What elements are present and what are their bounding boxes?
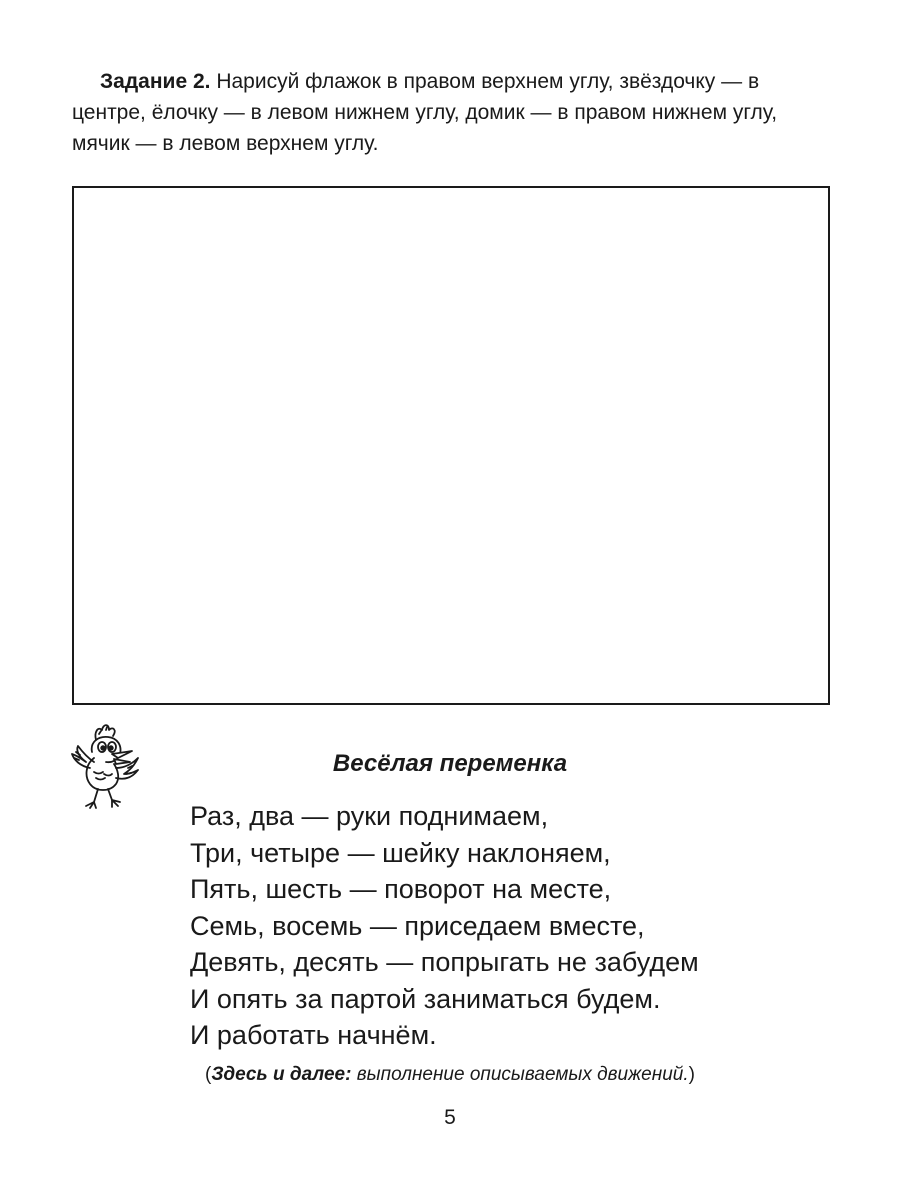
task-instruction — [72, 66, 832, 159]
poem — [190, 798, 699, 1054]
poem-line: И опять за партой заниматься будем. — [190, 983, 661, 1014]
poem-line: Раз, два — руки поднимаем, — [190, 801, 549, 831]
note-close-paren: ) — [688, 1064, 695, 1085]
poem-line: Девять, десять — попрыгать не забудем — [190, 947, 699, 977]
poem-line: И работать начнём. — [190, 1020, 437, 1050]
poem-line: Семь, восемь — приседаем вместе, — [190, 910, 645, 941]
poem-line: Пять, шесть — поворот на месте, — [190, 874, 612, 904]
task-text: Нарисуй флажок в правом верхнем углу, звёздочку — в центре, ёлочку — в левом нижнем углу, домик — в правом нижнем углу, мячик — в левом верхнем углу. — [72, 70, 778, 155]
movement-note — [0, 1064, 900, 1086]
drawing-area — [72, 186, 830, 705]
note-open-paren: ( — [205, 1064, 212, 1085]
note-text: выполнение описываемых движений. — [351, 1064, 689, 1085]
page-number: 5 — [444, 1106, 456, 1129]
note-label: Здесь и далее: — [211, 1064, 352, 1085]
poem-line: Три, четыре — шейку наклоняем, — [190, 837, 611, 868]
poem-title: Весёлая переменка — [332, 750, 568, 777]
task-label: Задание 2. — [100, 70, 211, 93]
